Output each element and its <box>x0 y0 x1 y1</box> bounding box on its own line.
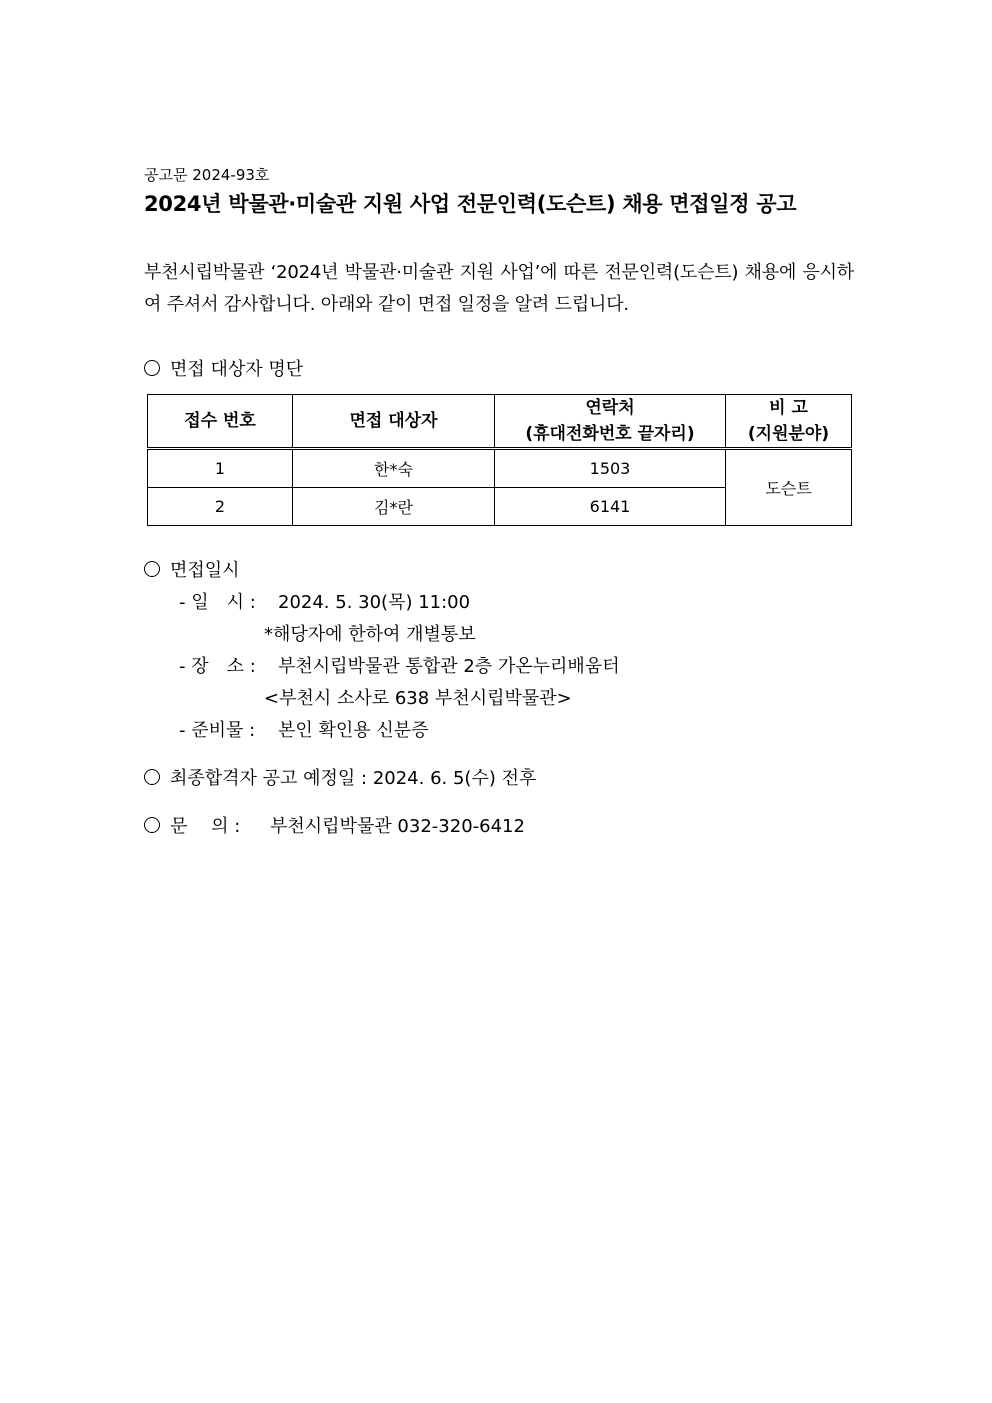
candidates-table <box>147 394 852 526</box>
column-header-remarks <box>726 395 852 449</box>
circle-bullet-icon <box>144 769 160 785</box>
phone-cell: 1503 <box>495 449 726 488</box>
notice-number: 공고문 2024-93호 <box>144 166 270 184</box>
table-header-row <box>148 395 852 449</box>
candidate-name-cell: 김*란 <box>293 488 495 526</box>
inquiry-line <box>144 812 240 838</box>
table-row <box>148 449 852 488</box>
date-label: - 일 시 : <box>179 592 256 613</box>
place-address: <부천시 소사로 638 부천시립박물관> <box>264 688 572 709</box>
remark-cell: 도슨트 <box>726 449 852 526</box>
final-announcement-text: 최종합격자 공고 예정일 : 2024. 6. 5(수) 전후 <box>170 768 537 789</box>
contact-header-line1: 연락처 <box>585 398 635 418</box>
circle-bullet-icon <box>144 360 160 376</box>
candidates-heading-text: 면접 대상자 명단 <box>170 359 304 380</box>
page-title: 2024년 박물관·미술관 지원 사업 전문인력(도슨트) 채용 면접일정 공고 <box>144 192 797 216</box>
remarks-header-line1: 비 고 <box>769 398 808 418</box>
receipt-no-cell: 2 <box>148 488 293 526</box>
schedule-heading-text: 면접일시 <box>170 560 240 581</box>
date-note: *해당자에 한하여 개별통보 <box>264 624 476 645</box>
circle-bullet-icon <box>144 817 160 833</box>
final-announcement-line <box>144 764 536 790</box>
remarks-header-line2: (지원분야) <box>747 424 830 444</box>
column-header-candidate: 면접 대상자 <box>293 395 495 449</box>
date-value: 2024. 5. 30(목) 11:00 <box>278 592 471 613</box>
column-header-contact <box>495 395 726 449</box>
candidates-section-heading <box>144 355 303 381</box>
circle-bullet-icon <box>144 561 160 577</box>
inquiry-contact: 부천시립박물관 032-320-6412 <box>270 816 525 837</box>
inquiry-label: 문 의 : <box>170 816 241 837</box>
prep-label: - 준비물 : <box>179 720 256 741</box>
schedule-section-heading <box>144 556 240 582</box>
receipt-no-cell: 1 <box>148 449 293 488</box>
prep-value: 본인 확인용 신분증 <box>278 720 429 741</box>
place-value: 부천시립박물관 통합관 2층 가온누리배움터 <box>278 656 620 677</box>
column-header-receipt-no: 접수 번호 <box>148 395 293 449</box>
contact-header-line2: (휴대전화번호 끝자리) <box>525 424 695 444</box>
phone-cell: 6141 <box>495 488 726 526</box>
place-label: - 장 소 : <box>179 656 256 677</box>
candidate-name-cell: 한*숙 <box>293 449 495 488</box>
intro-paragraph: 부천시립박물관 ‘2024년 박물관·미술관 지원 사업’에 따른 전문인력(도슨트) 채용에 응시하여 주셔서 감사합니다. 아래와 같이 면접 일정을 알려 드립니다. <box>144 262 854 315</box>
